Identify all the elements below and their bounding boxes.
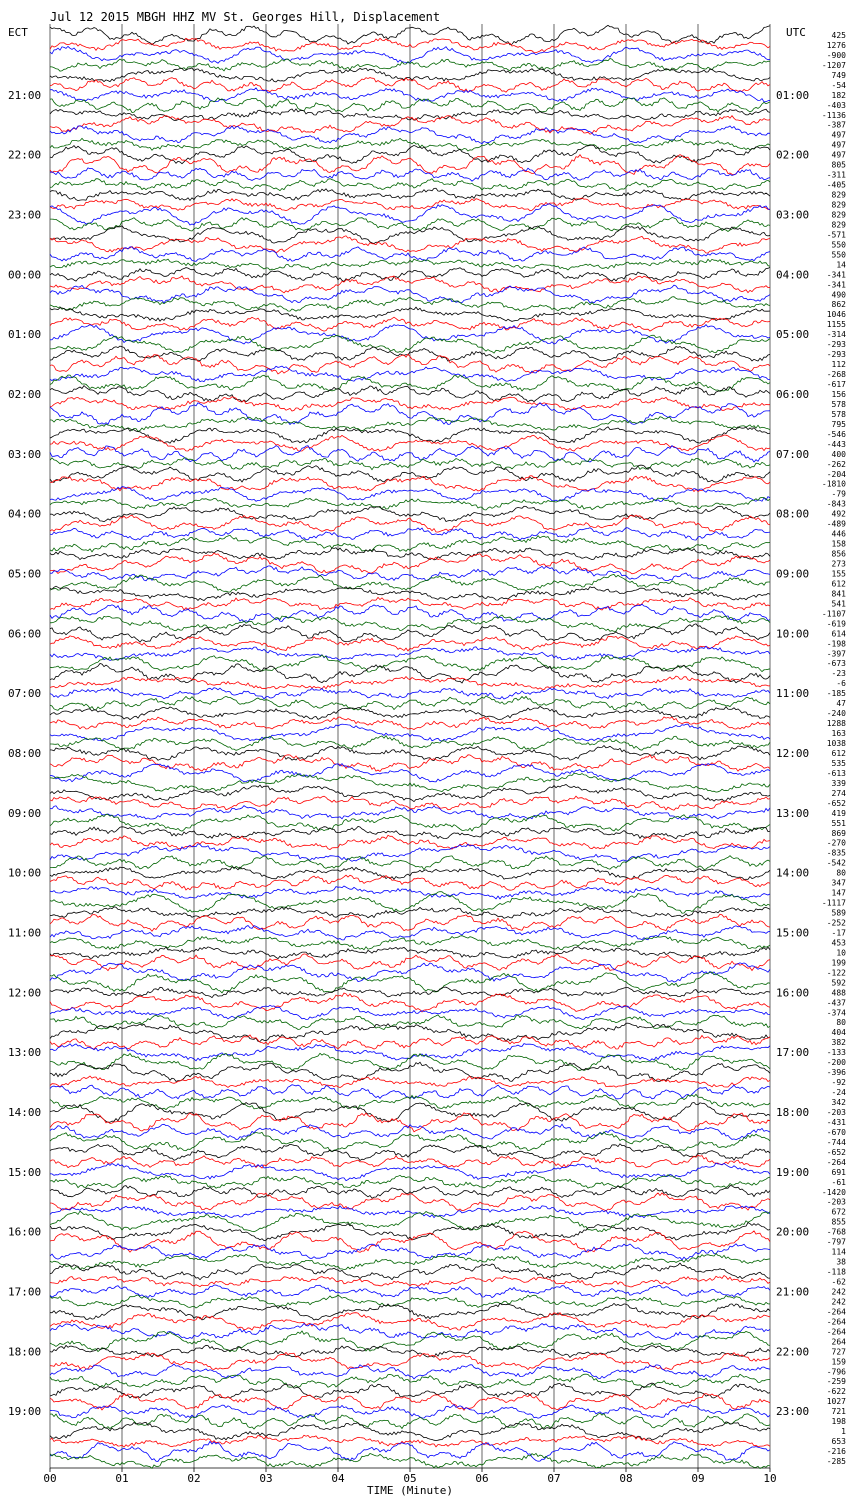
trace-offset-label: 1276 <box>826 41 846 50</box>
trace-offset-label: 869 <box>831 828 846 838</box>
trace-offset-label: 1027 <box>826 1397 846 1407</box>
trace-offset-label: 497 <box>831 150 846 160</box>
trace-offset-label: -203 <box>826 1108 846 1117</box>
trace-offset-label: 112 <box>831 360 846 370</box>
trace-offset-label: 592 <box>831 978 846 988</box>
trace-offset-label: 1155 <box>826 320 846 330</box>
trace-offset-label: -797 <box>826 1237 846 1247</box>
hour-label-left: 02:00 <box>8 388 42 401</box>
trace-offset-label: -341 <box>826 270 846 280</box>
hour-label-left: 06:00 <box>8 627 42 641</box>
trace-offset-label: -542 <box>826 858 846 868</box>
trace-offset-label: -198 <box>826 639 846 649</box>
x-tick-label: 06 <box>475 1472 489 1485</box>
trace-offset-label: 829 <box>831 200 846 210</box>
chart-title: Jul 12 2015 MBGH HHZ MV St. Georges Hill, Displacement <box>50 10 441 24</box>
hour-label-right: 12:00 <box>776 747 810 760</box>
trace-offset-label: -270 <box>826 838 846 848</box>
hour-label-right: 02:00 <box>776 148 810 162</box>
trace-offset-label: 1046 <box>826 310 846 320</box>
trace-offset-label: -835 <box>826 848 846 858</box>
trace-offset-label: 446 <box>831 529 846 539</box>
hour-label-right: 23:00 <box>776 1405 810 1419</box>
trace-offset-label: 578 <box>831 400 846 409</box>
trace-offset-label: 614 <box>831 629 846 639</box>
trace-offset-label: 156 <box>831 390 846 399</box>
trace-offset-label: 182 <box>831 90 846 100</box>
trace-offset-label: -652 <box>826 798 846 808</box>
trace-offset-label: -843 <box>826 499 846 509</box>
hour-label-left: 22:00 <box>8 148 42 162</box>
trace-offset-label: 551 <box>831 818 846 828</box>
trace-offset-label: 488 <box>831 988 846 998</box>
hour-label-left: 13:00 <box>8 1046 42 1060</box>
right-axis-label: UTC <box>786 26 806 39</box>
trace-offset-label: -443 <box>826 439 846 449</box>
x-tick-label: 08 <box>619 1472 633 1485</box>
trace-offset-label: -54 <box>831 80 846 90</box>
trace-offset-label: 453 <box>831 938 846 948</box>
trace-offset-label: -6 <box>836 679 846 689</box>
trace-offset-label: 862 <box>831 300 846 310</box>
hour-label-left: 07:00 <box>8 687 42 701</box>
trace-offset-label: 1 <box>841 1427 846 1437</box>
trace-offset-label: 163 <box>831 729 846 738</box>
trace-offset-label: -203 <box>826 1197 846 1207</box>
trace-offset-label: 841 <box>831 589 846 599</box>
hour-label-left: 12:00 <box>8 986 42 1000</box>
trace-offset-label: 612 <box>831 579 846 589</box>
trace-offset-label: 273 <box>831 559 846 569</box>
trace-offset-label: -1117 <box>821 898 846 908</box>
x-tick-labels <box>43 1468 776 1485</box>
trace-offset-label: -264 <box>826 1317 846 1327</box>
hour-label-left: 00:00 <box>8 268 42 282</box>
trace-offset-label: 159 <box>831 1357 846 1367</box>
trace-offset-label: -79 <box>831 489 846 499</box>
trace-offset-label: 198 <box>831 1417 846 1427</box>
hour-label-right: 13:00 <box>776 806 810 820</box>
trace-offset-label: 497 <box>831 140 846 150</box>
hour-label-right: 11:00 <box>776 687 810 701</box>
trace-offset-label: 653 <box>831 1437 846 1447</box>
trace-offset-label: -796 <box>826 1367 846 1377</box>
trace-offset-label: 589 <box>831 908 846 918</box>
trace-offset-label: -1107 <box>821 609 846 619</box>
hour-label-right: 17:00 <box>776 1046 810 1060</box>
trace-offset-label: 691 <box>831 1167 846 1177</box>
hour-label-right: 14:00 <box>776 866 810 880</box>
hour-label-right: 03:00 <box>776 208 810 222</box>
trace-offset-label: -264 <box>826 1307 846 1317</box>
trace-offset-label: -1207 <box>821 60 846 70</box>
trace-offset-label: -262 <box>826 459 846 469</box>
x-tick-label: 09 <box>691 1472 705 1485</box>
trace-offset-label: -405 <box>826 180 846 190</box>
x-tick-label: 04 <box>331 1472 345 1485</box>
trace-offset-label: 829 <box>831 190 846 200</box>
trace-offset-label: -23 <box>831 669 846 679</box>
trace-offset-label: -396 <box>826 1068 846 1078</box>
hour-label-right: 05:00 <box>776 328 810 342</box>
trace-offset-label: -311 <box>826 170 846 180</box>
trace-offset-label: 805 <box>831 160 846 170</box>
trace-offset-label: 80 <box>836 868 846 878</box>
trace-offset-label: 242 <box>831 1287 846 1297</box>
trace-offset-label: 14 <box>836 260 846 270</box>
trace-offset-label: 856 <box>831 549 846 559</box>
hour-label-right: 15:00 <box>776 926 810 940</box>
trace-offset-label: 1038 <box>826 739 846 748</box>
hour-labels <box>8 89 809 1418</box>
trace-offset-label: 612 <box>831 749 846 758</box>
trace-offset-label: -314 <box>826 330 846 340</box>
hour-label-left: 14:00 <box>8 1106 42 1119</box>
hour-label-left: 17:00 <box>8 1285 42 1299</box>
trace-offset-label: 425 <box>831 31 846 40</box>
trace-offset-label: 721 <box>831 1407 846 1417</box>
hour-label-right: 09:00 <box>776 567 810 581</box>
x-tick-label: 10 <box>763 1472 777 1485</box>
trace-offset-label: 342 <box>831 1098 846 1107</box>
trace-offset-label: -24 <box>831 1088 846 1097</box>
hour-label-right: 22:00 <box>776 1345 810 1359</box>
trace-offset-label: 490 <box>831 290 846 300</box>
trace-offset-label: -216 <box>826 1447 846 1456</box>
trace-offset-label: -673 <box>826 659 846 669</box>
trace-offset-label: -387 <box>826 120 846 130</box>
trace-offset-label: -240 <box>826 709 846 719</box>
trace-offset-label: -268 <box>826 370 846 379</box>
trace-offset-label: 38 <box>836 1257 846 1267</box>
hour-label-right: 06:00 <box>776 388 810 401</box>
x-tick-label: 01 <box>115 1472 129 1485</box>
hour-label-right: 18:00 <box>776 1106 810 1119</box>
trace-offset-label: 404 <box>831 1028 846 1038</box>
trace-offset-label: 550 <box>831 250 846 260</box>
trace-offset-label: 155 <box>831 569 846 579</box>
trace-offset-label: 147 <box>831 888 846 898</box>
hour-label-left: 21:00 <box>8 88 42 102</box>
trace-offset-label: -92 <box>831 1078 846 1088</box>
trace-offset-label: 550 <box>831 240 846 250</box>
hour-label-right: 07:00 <box>776 447 810 461</box>
hour-label-left: 04:00 <box>8 507 42 521</box>
trace-offset-label: 400 <box>831 449 846 459</box>
trace-offset-label: 347 <box>831 878 846 888</box>
hour-label-right: 16:00 <box>776 986 810 1000</box>
hour-label-left: 03:00 <box>8 447 42 461</box>
trace-offset-label: -61 <box>831 1177 846 1187</box>
trace-offset-label: 535 <box>831 759 846 768</box>
trace-offset-label: 199 <box>831 958 846 968</box>
trace-offset-label: 158 <box>831 539 846 549</box>
trace-offset-label: -1420 <box>821 1187 846 1197</box>
trace-offset-label: -285 <box>826 1457 846 1466</box>
hour-label-right: 21:00 <box>776 1285 810 1299</box>
trace-offset-label: 541 <box>831 599 846 609</box>
trace-offset-label: -397 <box>826 649 846 659</box>
trace-offset-label: 419 <box>831 808 846 818</box>
x-tick-label: 07 <box>547 1472 561 1485</box>
trace-offset-label: -341 <box>826 280 846 290</box>
trace-offset-label: 1288 <box>826 719 846 729</box>
trace-offset-label: 727 <box>831 1347 846 1357</box>
trace-offset-label: -768 <box>826 1227 846 1237</box>
trace-offset-label: -200 <box>826 1058 846 1068</box>
trace-offset-label: 672 <box>831 1207 846 1217</box>
hour-label-right: 04:00 <box>776 268 810 282</box>
trace-offset-label: -652 <box>826 1147 846 1157</box>
trace-offset-label: 749 <box>831 70 846 80</box>
trace-offset-label: -546 <box>826 429 846 439</box>
hour-label-right: 10:00 <box>776 627 810 641</box>
hour-label-right: 01:00 <box>776 88 810 102</box>
trace-offset-label: -437 <box>826 998 846 1008</box>
trace-offset-label: -264 <box>826 1157 846 1167</box>
trace-offset-label: 47 <box>836 699 846 709</box>
trace-offset-label: 497 <box>831 130 846 140</box>
trace-offset-label: 578 <box>831 409 846 419</box>
trace-offset-label: 795 <box>831 419 846 429</box>
x-axis-label: TIME (Minute) <box>366 1484 454 1497</box>
trace-offset-label: -571 <box>826 230 846 240</box>
x-tick-label: 02 <box>187 1472 201 1485</box>
trace-offset-label: -133 <box>826 1048 846 1058</box>
trace-offset-labels <box>822 31 846 1466</box>
trace-offset-label: -122 <box>826 968 846 978</box>
hour-label-left: 01:00 <box>8 328 42 342</box>
trace-offset-label: -374 <box>826 1008 846 1018</box>
trace-offset-label: 264 <box>831 1337 846 1347</box>
x-tick-label: 00 <box>43 1472 57 1485</box>
trace-offset-label: 242 <box>831 1297 846 1307</box>
trace-offset-label: -900 <box>826 50 846 60</box>
trace-offset-label: -185 <box>826 689 846 699</box>
x-tick-label: 03 <box>259 1472 273 1485</box>
trace-offset-label: 10 <box>836 948 846 958</box>
trace-offset-label: 829 <box>831 220 846 230</box>
trace-offset-label: -403 <box>826 100 846 110</box>
hour-label-left: 16:00 <box>8 1225 42 1239</box>
trace-offset-label: -62 <box>831 1277 846 1287</box>
trace-offset-label: 829 <box>831 210 846 220</box>
hour-label-left: 19:00 <box>8 1405 42 1419</box>
trace-offset-label: 80 <box>836 1018 846 1028</box>
trace-offset-label: 855 <box>831 1217 846 1227</box>
hour-label-right: 08:00 <box>776 507 810 521</box>
trace-offset-label: -293 <box>826 340 846 350</box>
trace-offset-label: -252 <box>826 918 846 928</box>
trace-offset-label: -293 <box>826 350 846 360</box>
x-tick-label: 05 <box>403 1472 417 1485</box>
hour-label-right: 19:00 <box>776 1165 810 1179</box>
left-axis-label: ECT <box>8 26 28 39</box>
trace-offset-label: -259 <box>826 1377 846 1387</box>
trace-offset-label: -622 <box>826 1387 846 1397</box>
hour-label-left: 10:00 <box>8 866 42 880</box>
trace-offset-label: -431 <box>826 1118 846 1127</box>
trace-offset-label: 382 <box>831 1038 846 1048</box>
trace-offset-label: -204 <box>826 469 846 479</box>
trace-offset-label: 274 <box>831 788 846 798</box>
hour-label-left: 23:00 <box>8 208 42 222</box>
trace-offset-label: -489 <box>826 519 846 529</box>
hour-label-left: 15:00 <box>8 1165 42 1179</box>
trace-offset-label: -619 <box>826 619 846 629</box>
trace-offset-label: -17 <box>831 928 846 938</box>
trace-offset-label: -264 <box>826 1327 846 1337</box>
trace-offset-label: -670 <box>826 1127 846 1137</box>
hour-label-left: 11:00 <box>8 926 42 940</box>
trace-offset-label: -617 <box>826 380 846 389</box>
trace-offset-label: -613 <box>826 768 846 778</box>
trace-offset-label: -118 <box>826 1267 846 1277</box>
hour-label-left: 08:00 <box>8 747 42 760</box>
trace-offset-label: 114 <box>831 1247 846 1257</box>
trace-offset-label: -1136 <box>821 110 846 120</box>
trace-offset-label: -744 <box>826 1137 846 1147</box>
hour-label-left: 18:00 <box>8 1345 42 1359</box>
hour-label-right: 20:00 <box>776 1225 810 1239</box>
trace-offset-label: -1810 <box>821 479 846 489</box>
hour-label-left: 09:00 <box>8 806 42 820</box>
hour-label-left: 05:00 <box>8 567 42 581</box>
trace-offset-label: 492 <box>831 509 846 519</box>
trace-offset-label: 339 <box>831 778 846 788</box>
